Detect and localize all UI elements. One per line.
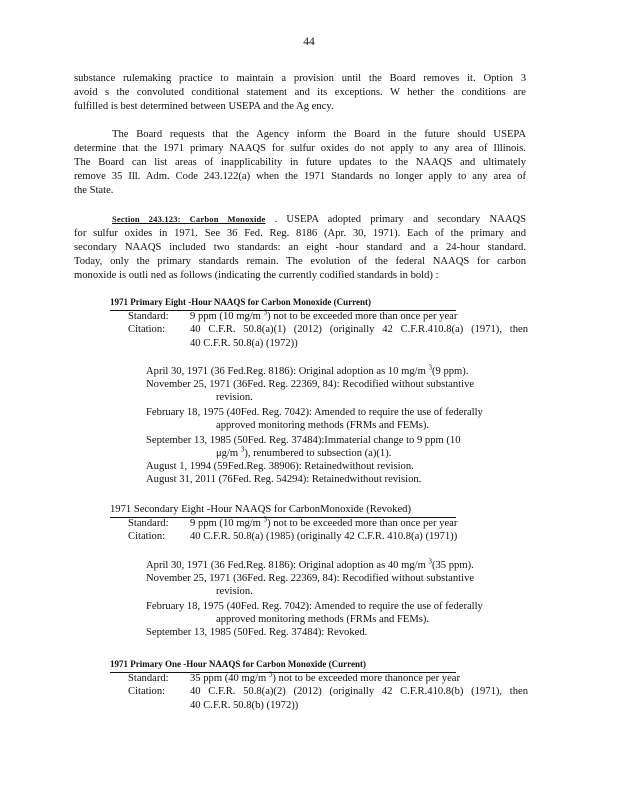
history-item: August 1, 1994 (59Fed.Reg. 38906): Retainedwithout revision.	[146, 461, 414, 472]
section-heading: Section 243.123: Carbon Monoxide	[112, 214, 266, 224]
citation-row	[0, 531, 618, 545]
text-line: for sulfur oxides in 1971. See 36 Fed. Reg. 8186 (Apr. 30, 1971). Each of the primary and	[74, 228, 526, 239]
text-line: The Board can list areas of inapplicability in future updates to the NAAQS and ultimately	[74, 157, 526, 168]
text-line: Section 243.123: Carbon Monoxide . USEPA adopted primary and secondary NAAQS	[112, 214, 526, 225]
history-item: September 13, 1985 (50Fed. Reg. 37484): Revoked.	[146, 627, 368, 638]
history-item: September 13, 1985 (50Fed. Reg. 37484):Immaterial change to 9 ppm (10	[146, 435, 461, 446]
history-item-cont: revision.	[216, 586, 253, 597]
citation-value: 40 C.F.R. 50.8(a) (1972))	[190, 338, 298, 349]
history-item: November 25, 1971 (36Fed. Reg. 22369, 84): Recodified without substantive	[146, 379, 475, 390]
text-line: remove 35 Ill. Adm. Code 243.122(a) when the 1971 Standards no longer apply to any area of	[74, 171, 526, 182]
history-item: April 30, 1971 (36 Fed.Reg. 8186): Original adoption as 10 mg/m $^3$(9 ppm).	[146, 363, 469, 377]
history-list-primary-eight-hour	[146, 365, 528, 486]
section-243-123	[74, 212, 526, 283]
citation-value: 40 C.F.R. 50.8(b) (1972))	[190, 700, 299, 711]
citation-row-cont	[0, 700, 618, 714]
paragraph-board-request	[74, 128, 526, 198]
text-line: determine that the 1971 primary NAAQS for sulfur oxides do not apply to any area of Illinois.	[74, 143, 526, 154]
history-item: November 25, 1971 (36Fed. Reg. 22369, 84): Recodified without substantive	[146, 573, 475, 584]
history-item-cont: μg/m $^3$), renumbered to subsection (a)(1).	[216, 445, 392, 459]
history-list-secondary-eight-hour	[146, 559, 528, 639]
citation-row	[0, 324, 618, 338]
history-item: August 31, 2011 (76Fed. Reg. 54294): Retainedwithout revision.	[146, 474, 422, 485]
text-line: substance rulemaking practice to maintain a provision until the Board removes it. Option 3	[74, 73, 526, 84]
citation-value: 40 C.F.R. 50.8(a)(1) (2012) (originally 42 C.F.R.410.8(a) (1971), then	[190, 324, 528, 335]
paragraph-option-3	[74, 72, 526, 114]
text-line: the State.	[74, 185, 114, 196]
table-title-secondary-eight-hour: 1971 Secondary Eight -Hour NAAQS for CarbonMonoxide (Revoked)	[110, 504, 411, 515]
standard-value: 9 ppm (10 mg/m $^3$) not to be exceeded more than once per year	[190, 515, 458, 529]
citation-value: 40 C.F.R. 50.8(a)(2) (2012) (originally 42 C.F.R.410.8(b) (1971), then	[190, 686, 528, 697]
table-title-primary-eight-hour: 1971 Primary Eight -Hour NAAQS for Carbon Monoxide (Current)	[110, 297, 371, 307]
history-item: February 18, 1975 (40Fed. Reg. 7042): Amended to require the use of federally	[146, 407, 483, 418]
text-line: avoid s the convoluted conditional statement and its exceptions. W hether the conditions are	[74, 87, 526, 98]
citation-label: Citation:	[128, 324, 166, 335]
page-number: 44	[303, 36, 315, 48]
standard-label: Standard:	[128, 673, 169, 684]
standard-row	[0, 308, 618, 325]
history-item-cont: revision.	[216, 392, 253, 403]
citation-row-cont	[0, 338, 618, 352]
citation-label: Citation:	[128, 531, 166, 542]
citation-row	[0, 686, 618, 700]
citation-label: Citation:	[128, 686, 166, 697]
text-line: Today, only the primary standards remain. The evolution of the federal NAAQS for carbon	[74, 256, 526, 267]
standard-row	[0, 515, 618, 532]
standard-label: Standard:	[128, 311, 169, 322]
history-item: February 18, 1975 (40Fed. Reg. 7042): Amended to require the use of federally	[146, 601, 483, 612]
standard-row	[0, 670, 618, 687]
history-item-cont: approved monitoring methods (FRMs and FEMs).	[216, 614, 430, 625]
standard-value: 9 ppm (10 mg/m $^3$) not to be exceeded more than once per year	[190, 308, 458, 322]
standard-value: 35 ppm (40 mg/m $^3$) not to be exceeded more thanonce per year	[190, 670, 461, 684]
text-line: secondary NAAQS included two standards: an eight -hour standard and a 24-hour standard.	[74, 242, 526, 253]
standard-label: Standard:	[128, 518, 169, 529]
history-item: April 30, 1971 (36 Fed.Reg. 8186): Original adoption as 40 mg/m $^3$(35 ppm).	[146, 557, 474, 571]
text-line: monoxide is outli ned as follows (indicating the currently codified standards in bold) :	[74, 270, 439, 281]
history-item-cont: approved monitoring methods (FRMs and FEMs).	[216, 420, 430, 431]
table-title-primary-one-hour: 1971 Primary One -Hour NAAQS for Carbon Monoxide (Current)	[110, 659, 366, 669]
text-line: fulfilled is best determined between USEPA and the Ag ency.	[74, 101, 334, 112]
citation-value: 40 C.F.R. 50.8(a) (1985) (originally 42 C.F.R. 410.8(a) (1971))	[190, 531, 458, 542]
text-line: The Board requests that the Agency inform the Board in the future should USEPA	[112, 129, 526, 140]
